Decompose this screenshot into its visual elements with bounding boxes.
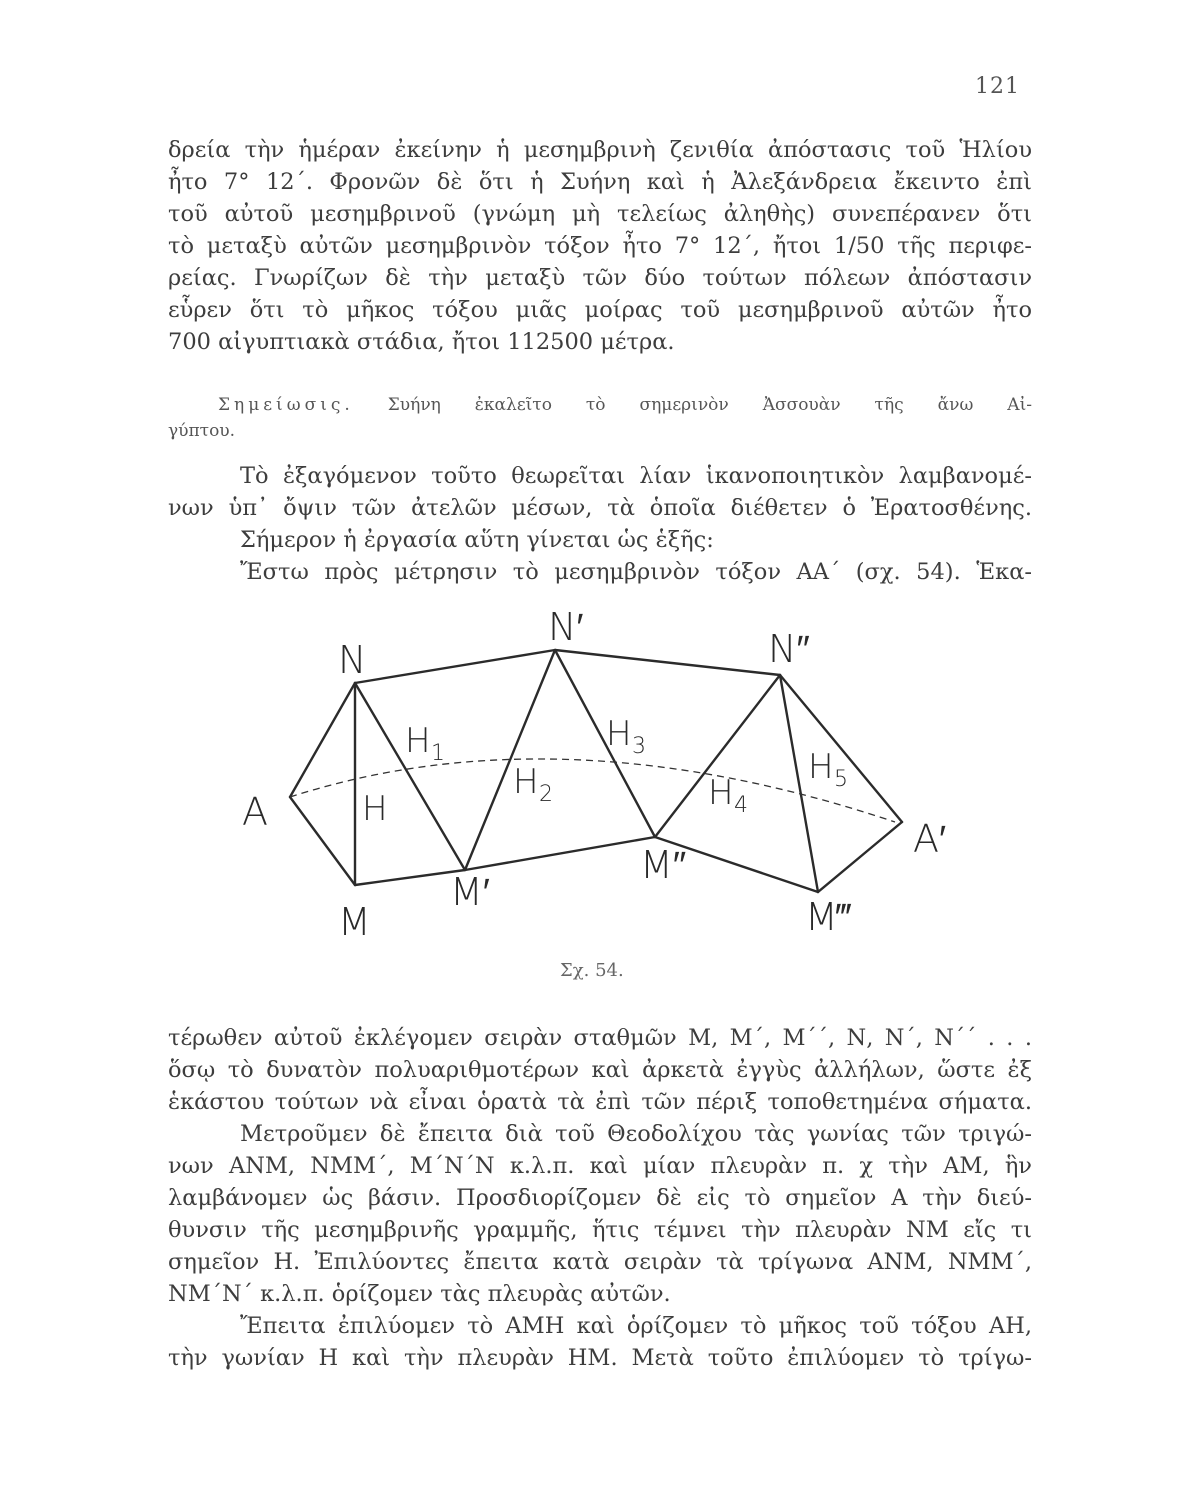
- label-H: H: [362, 789, 388, 829]
- triangulation-figure: [230, 600, 950, 945]
- text-line: θυνσιν τῆς μεσημβρινῆς γραμμῆς, ἥτις τέμνει τὴν πλευρὰν ΝΜ εἴς τι: [168, 1217, 1032, 1243]
- text-line: Ἔπειτα ἐπιλύομεν τὸ ΑΜΗ καὶ ὁρίζομεν τὸ μῆκος τοῦ τόξου ΑΗ,: [240, 1313, 1032, 1339]
- text-line: Μετροῦμεν δὲ ἔπειτα διὰ τοῦ Θεοδολίχου τὰς γωνίας τῶν τριγώ-: [240, 1121, 1032, 1147]
- text-line: ὅσῳ τὸ δυνατὸν πολυαριθμοτέρων καὶ ἀρκετὰ ἐγγὺς ἀλλήλων, ὥστε ἐξ: [168, 1057, 1032, 1083]
- text-line: ἦτο 7° 12΄. Φρονῶν δὲ ὅτι ἡ Συήνη καὶ ἡ Ἀλεξάνδρεια ἔκειντο ἐπὶ: [168, 169, 1032, 195]
- edge-N-M1: [355, 683, 465, 870]
- text-line: Ἔστω πρὸς μέτρησιν τὸ μεσημβρινὸν τόξον ΑΑ΄ (σχ. 54). Ἑκα-: [240, 559, 1032, 585]
- label-A1: A′: [913, 817, 947, 861]
- text-line: ΝΜ΄Ν΄ κ.λ.π. ὁρίζομεν τὰς πλευρὰς αὐτῶν.: [168, 1281, 671, 1307]
- label-H2: H: [513, 762, 539, 802]
- label-M2: M″: [640, 843, 687, 887]
- text-line: τὴν γωνίαν Η καὶ τὴν πλευρὰν ΗΜ. Μετὰ τοῦτο ἐπιλύομεν τὸ τρίγω-: [168, 1345, 1032, 1371]
- edge-bottom-chain: [355, 837, 818, 892]
- edge-M3-A1: [818, 822, 902, 892]
- text-line: Σήμερον ἡ ἐργασία αὕτη γίνεται ὡς ἑξῆς:: [240, 527, 714, 553]
- label-H3: H: [606, 714, 632, 754]
- label-N2: N″: [768, 627, 810, 671]
- label-M3: M‴: [805, 895, 852, 939]
- label-H1: H: [405, 721, 431, 761]
- text-line: ἑκάστου τούτων νὰ εἶναι ὁρατὰ τὰ ἐπὶ τῶν πέριξ τοποθετημένα σήματα.: [168, 1089, 1032, 1115]
- note-line: [168, 392, 1032, 418]
- text-line: νων ΑΝΜ, ΝΜΜ΄, Μ΄Ν΄Ν κ.λ.π. καὶ μίαν πλευρὰν π. χ τὴν ΑΜ, ἣν: [168, 1153, 1032, 1179]
- edge-A-M: [290, 797, 355, 885]
- note-text: Συήνη ἐκαλεῖτο τὸ σημερινὸν Ἀσσουὰν τῆς ἄνω Αἰ-: [353, 395, 1032, 415]
- text-line: 700 αἰγυπτιακὰ στάδια, ἤτοι 112500 μέτρα.: [168, 329, 675, 355]
- text-line: ρείας. Γνωρίζων δὲ τὴν μεταξὺ τῶν δύο τούτων πόλεων ἀπόστασιν: [168, 265, 1032, 291]
- label-M1: M′: [450, 870, 490, 914]
- figure-caption: Σχ. 54.: [560, 960, 624, 981]
- label-H5-sub: 5: [834, 767, 848, 792]
- label-H4: H: [708, 773, 734, 813]
- text-line: νων ὑπ᾿ ὄψιν τῶν ἀτελῶν μέσων, τὰ ὁποῖα διέθετεν ὁ Ἐρατοσθένης.: [168, 495, 1032, 521]
- edge-A-N: [290, 683, 355, 797]
- text-line: δρεία τὴν ἡμέραν ἐκείνην ἡ μεσημβρινὴ ζενιθία ἀπόστασις τοῦ Ἡλίου: [168, 137, 1032, 163]
- text-line: τοῦ αὐτοῦ μεσημβρινοῦ (γνώμη μὴ τελείως ἀληθὴς) συνεπέρανεν ὅτι: [168, 201, 1032, 227]
- top-paragraph: [168, 134, 1032, 358]
- label-H4-sub: 4: [734, 793, 748, 818]
- edge-N2-A1: [780, 675, 902, 822]
- label-N: N: [338, 638, 367, 682]
- label-A: A: [242, 790, 268, 834]
- triangulation-diagram: [230, 600, 950, 945]
- label-N1: N′: [548, 605, 584, 649]
- bottom-paragraph: [168, 1022, 1032, 1374]
- edge-M1-N1: [465, 650, 555, 870]
- note: [168, 392, 1032, 444]
- text-line: τέρωθεν αὐτοῦ ἐκλέγομεν σειρὰν σταθμῶν Μ, Μ΄, Μ΄΄, Ν, Ν΄, Ν΄΄ . . .: [168, 1025, 1032, 1051]
- note-line: γύπτου.: [168, 421, 236, 441]
- text-line: λαμβάνομεν ὡς βάσιν. Προσδιορίζομεν δὲ εἰς τὸ σημεῖον Α τὴν διεύ-: [168, 1185, 1032, 1211]
- text-line: τὸ μεταξὺ αὐτῶν μεσημβρινὸν τόξον ἦτο 7° 12΄, ἤτοι 1/50 τῆς περιφε-: [168, 233, 1032, 259]
- label-H5: H: [808, 747, 834, 787]
- edge-top-chain: [355, 650, 780, 683]
- label-H2-sub: 2: [539, 782, 553, 807]
- text-line: Τὸ ἐξαγόμενον τοῦτο θεωρεῖται λίαν ἱκανοποιητικὸν λαμβανομέ-: [240, 463, 1032, 489]
- text-line: εὗρεν ὅτι τὸ μῆκος τόξου μιᾶς μοίρας τοῦ μεσημβρινοῦ αὐτῶν ἦτο: [168, 297, 1032, 323]
- label-M: M: [338, 900, 371, 944]
- label-H1-sub: 1: [431, 741, 445, 766]
- text-line: σημεῖον Η. Ἐπιλύοντες ἔπειτα κατὰ σειρὰν τὰ τρίγωνα ΑΝΜ, ΝΜΜ΄,: [168, 1249, 1032, 1275]
- label-H3-sub: 3: [632, 734, 646, 759]
- page-number: 121: [975, 74, 1020, 99]
- note-label: Σημείωσις.: [218, 395, 354, 415]
- middle-paragraph: [168, 460, 1032, 588]
